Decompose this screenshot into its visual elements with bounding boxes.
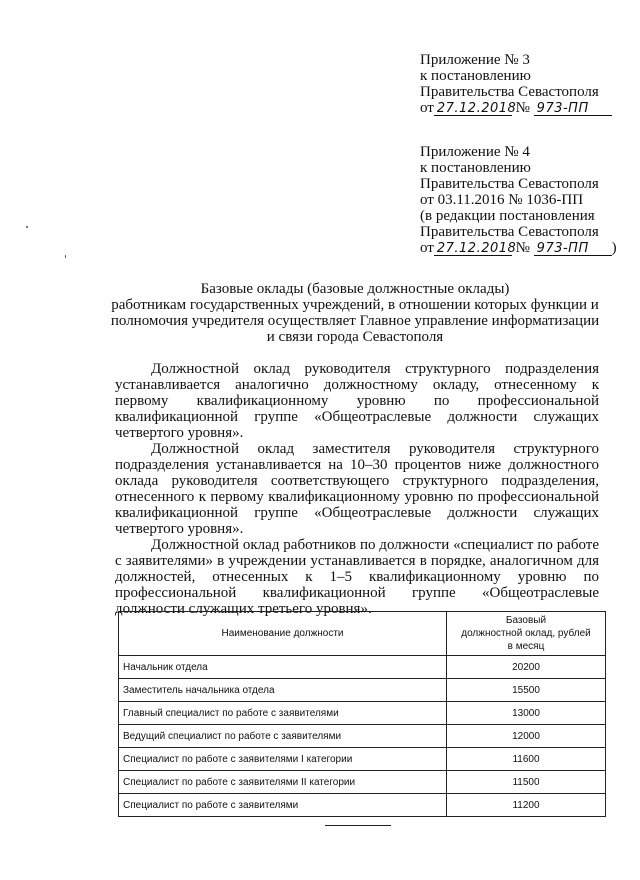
appendix-4-header	[420, 144, 630, 256]
salary-cell: 12000	[447, 725, 606, 748]
table-row	[119, 748, 606, 771]
document-title: Базовые оклады (базовые должностные оклады) работникам государственных учреждений, в отношении которых функции и полномочия учредителя осуществляет Главное управление информатизации и связи города Севастополя	[110, 281, 600, 345]
appendix-number: Приложение № 4	[420, 144, 530, 160]
table-row	[119, 771, 606, 794]
position-cell: Начальник отдела	[119, 656, 447, 679]
appendix-3-header	[420, 52, 630, 116]
appendix-authority: Правительства Севастополя	[420, 176, 599, 192]
handwritten-date: 27.12.2018	[434, 242, 512, 256]
column-header-position: Наименование должности	[119, 612, 447, 656]
salary-cell: 13000	[447, 702, 606, 725]
position-cell: Главный специалист по работе с заявителями	[119, 702, 447, 725]
appendix-edition-authority: Правительства Севастополя	[420, 224, 599, 240]
paragraph-specialist-salary: Должностной оклад работников по должности «специалист по работе с заявителями» в учреждении устанавливается в порядке, аналогичном для должностей, отнесенных к 1–5 квалификационному уровню по профессиональной квалификационной группе «Общеотраслевые должности служащих третьего уровня».	[115, 537, 599, 617]
table-row	[119, 702, 606, 725]
salary-cell: 11600	[447, 748, 606, 771]
scan-speck	[65, 255, 66, 258]
appendix-authority: Правительства Севастополя	[420, 84, 599, 100]
scan-speck	[26, 226, 28, 228]
salary-cell: 20200	[447, 656, 606, 679]
appendix-date-line: от 27.12.2018 № 973-ПП	[420, 100, 630, 116]
appendix-original-date: от 03.11.2016 № 1036-ПП	[420, 192, 584, 208]
salary-table	[118, 611, 606, 817]
paragraph-deputy-salary: Должностной оклад заместителя руководителя структурного подразделения устанавливается на 10–30 процентов ниже должностного оклада руководителя соответствующего структурного подразделения, отнесенного к первому квалификационному уровню по профессиональной квалификационной группе «Общеотраслевые должности служащих четвертого уровня».	[115, 441, 599, 537]
appendix-number: Приложение № 3	[420, 52, 530, 68]
appendix-ref: к постановлению	[420, 160, 531, 176]
appendix-ref: к постановлению	[420, 68, 531, 84]
position-cell: Заместитель начальника отдела	[119, 679, 447, 702]
salary-cell: 11200	[447, 794, 606, 817]
paragraph-head-salary: Должностной оклад руководителя структурного подразделения устанавливается аналогично должностному окладу, отнесенному к первому квалификационному уровню по профессиональной квалификационной группе «Общеотраслевые должности служащих четвертого уровня».	[115, 361, 599, 441]
position-cell: Ведущий специалист по работе с заявителями	[119, 725, 447, 748]
handwritten-number: 973-ПП	[534, 242, 612, 256]
table-row	[119, 679, 606, 702]
appendix-edition: (в редакции постановления	[420, 208, 595, 224]
column-header-salary: Базовый должностной оклад, рублей в месяц	[447, 612, 606, 656]
position-cell: Специалист по работе с заявителями I категории	[119, 748, 447, 771]
position-cell: Специалист по работе с заявителями II категории	[119, 771, 447, 794]
body-paragraphs	[115, 361, 599, 617]
table-row	[119, 725, 606, 748]
salary-cell: 11500	[447, 771, 606, 794]
table-row	[119, 656, 606, 679]
salary-cell: 15500	[447, 679, 606, 702]
handwritten-number: 973-ПП	[534, 102, 612, 116]
end-divider	[325, 825, 391, 826]
table-row	[119, 794, 606, 817]
handwritten-date: 27.12.2018	[434, 102, 512, 116]
position-cell: Специалист по работе с заявителями	[119, 794, 447, 817]
table-header-row	[119, 612, 606, 656]
appendix-date-line: от 27.12.2018 № 973-ПП )	[420, 240, 617, 256]
